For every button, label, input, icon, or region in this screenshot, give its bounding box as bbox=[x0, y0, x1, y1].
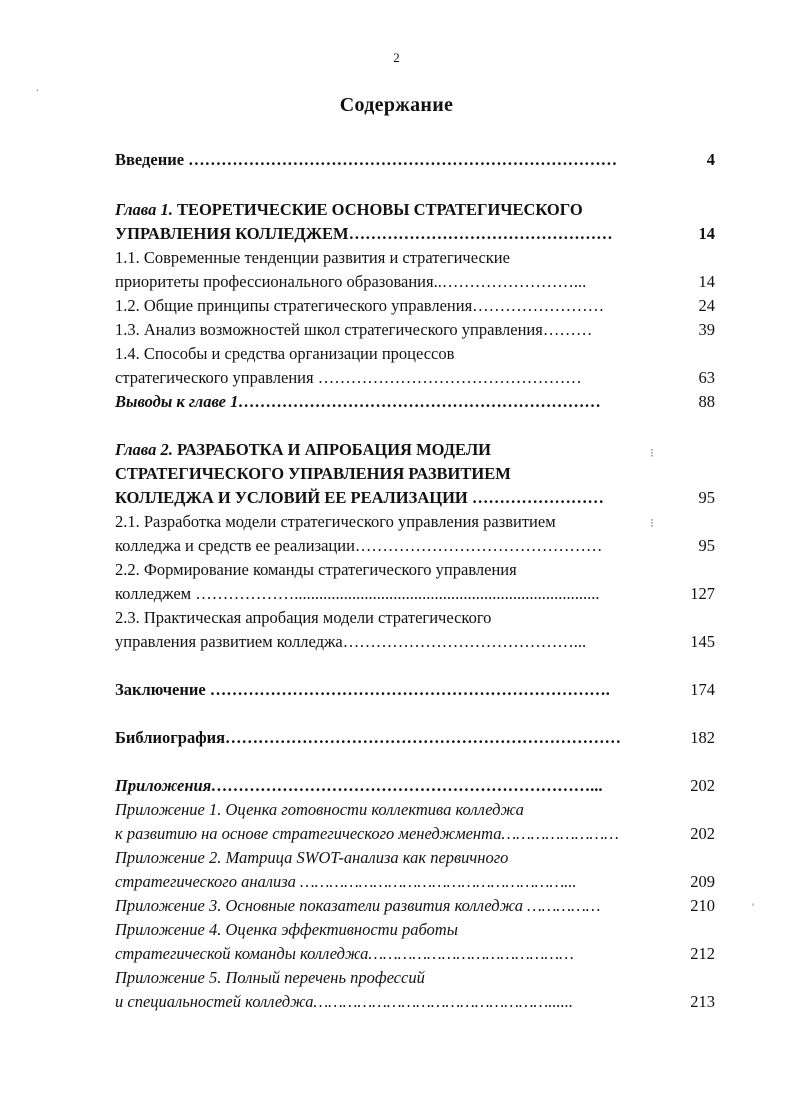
toc-entry-1-1-heading bbox=[115, 246, 715, 270]
scan-speck: ⁝ bbox=[650, 446, 654, 460]
toc-entry-2-2[interactable] bbox=[115, 582, 715, 606]
toc-chapter-1-heading bbox=[115, 198, 715, 222]
toc-entry-text: и специальностей колледжа…………………………………………...... bbox=[115, 992, 573, 1011]
toc-entry-text: 1.1. Современные тенденции развития и стратегические bbox=[115, 248, 510, 267]
toc-entry-text: РАЗРАБОТКА И АПРОБАЦИЯ МОДЕЛИ bbox=[172, 440, 491, 459]
toc-entry-page: 209 bbox=[690, 872, 715, 891]
toc-entry-appendix-2[interactable] bbox=[115, 870, 715, 894]
toc-entry-appendix-5-heading bbox=[115, 966, 715, 990]
toc-entry-page: 14 bbox=[698, 272, 715, 291]
scan-speck: . bbox=[36, 80, 39, 94]
toc-entry-introduction[interactable] bbox=[115, 148, 715, 172]
toc-entry-text: стратегического анализа ………………………………………………... bbox=[115, 872, 577, 891]
toc-entry-text: СТРАТЕГИЧЕСКОГО УПРАВЛЕНИЯ РАЗВИТИЕМ bbox=[115, 464, 511, 483]
toc-title: Содержание bbox=[339, 94, 454, 116]
toc-chapter-2-heading bbox=[115, 438, 715, 462]
toc-entry-page: 202 bbox=[690, 824, 715, 843]
toc-entry-page: 63 bbox=[698, 368, 715, 387]
toc-entry-text: УПРАВЛЕНИЯ КОЛЛЕДЖЕМ………………………………………… bbox=[115, 224, 613, 243]
toc-entry-appendix-2-heading bbox=[115, 846, 715, 870]
toc-entry-text: 1.2. Общие принципы стратегического управления…………………… bbox=[115, 296, 605, 315]
page-number: 2 bbox=[393, 50, 400, 65]
toc-entry-text: Введение …………………………………………………………………… bbox=[115, 150, 618, 169]
toc-entry-page: 88 bbox=[698, 392, 715, 411]
toc-entry-appendix-4-heading bbox=[115, 918, 715, 942]
toc-entry-2-3-heading bbox=[115, 606, 715, 630]
toc-entry-page: 4 bbox=[706, 150, 715, 169]
toc-entry-page: 127 bbox=[690, 584, 715, 603]
scan-speck: ' bbox=[752, 900, 755, 914]
toc-entry-2-1-heading bbox=[115, 510, 715, 534]
toc-entry-page: 95 bbox=[698, 536, 715, 555]
toc-entry-text: ТЕОРЕТИЧЕСКИЕ ОСНОВЫ СТРАТЕГИЧЕСКОГО bbox=[172, 200, 583, 219]
toc-entry-page: 213 bbox=[690, 992, 715, 1011]
toc-entry-1-2[interactable] bbox=[115, 294, 715, 318]
toc-entry-text: Приложение 5. Полный перечень профессий bbox=[115, 968, 425, 987]
toc-entry-text: стратегического управления ………………………………………… bbox=[115, 368, 582, 387]
toc-entry-text: 1.3. Анализ возможностей школ стратегического управления……… bbox=[115, 320, 593, 339]
toc-entry-page: 210 bbox=[690, 896, 715, 915]
toc-entry-1-4[interactable] bbox=[115, 366, 715, 390]
toc-entry-text: приоритеты профессионального образования..……………………... bbox=[115, 272, 587, 291]
toc-entry-page: 39 bbox=[698, 320, 715, 339]
toc-entry-appendix-1[interactable] bbox=[115, 822, 715, 846]
toc-entry-page: 14 bbox=[698, 224, 715, 243]
toc-entry-chapter-1[interactable] bbox=[115, 222, 715, 246]
toc-entry-appendix-3[interactable] bbox=[115, 894, 715, 918]
toc-entry-appendix-5[interactable] bbox=[115, 990, 715, 1014]
toc-entry-text: 1.4. Способы и средства организации процессов bbox=[115, 344, 455, 363]
toc-entry-page: 174 bbox=[690, 680, 715, 699]
toc-entry-text: к развитию на основе стратегического менеджмента…………………… bbox=[115, 824, 619, 843]
toc-entry-text: Приложение 4. Оценка эффективности работы bbox=[115, 920, 458, 939]
toc-entry-1-4-heading bbox=[115, 342, 715, 366]
toc-entry-1-1[interactable] bbox=[115, 270, 715, 294]
toc-entry-text: колледжа и средств ее реализации……………………………………… bbox=[115, 536, 603, 555]
toc-entry-text: 2.2. Формирование команды стратегического управления bbox=[115, 560, 517, 579]
toc-entry-page: 95 bbox=[698, 488, 715, 507]
toc-entry-conclusions-1[interactable] bbox=[115, 390, 715, 414]
toc-entry-text: колледжем ……………….......................................................................... bbox=[115, 584, 600, 603]
toc-entry-chapter-2[interactable] bbox=[115, 486, 715, 510]
toc-chapter-2-heading-cont bbox=[115, 462, 715, 486]
toc-entry-text: Приложение 1. Оценка готовности коллектива колледжа bbox=[115, 800, 524, 819]
chapter-prefix: Глава 1. bbox=[115, 200, 173, 219]
toc-entry-text: стратегической команды колледжа…………………………………… bbox=[115, 944, 574, 963]
chapter-prefix: Глава 2. bbox=[115, 440, 173, 459]
toc-entry-page: 202 bbox=[690, 776, 715, 795]
toc-entry-appendix-4[interactable] bbox=[115, 942, 715, 966]
toc-entry-2-1[interactable] bbox=[115, 534, 715, 558]
toc-entry-2-3[interactable] bbox=[115, 630, 715, 654]
toc-entry-text: Заключение ………………………………………………………………. bbox=[115, 680, 610, 699]
toc-entry-text: управления развитием колледжа……………………………………... bbox=[115, 632, 587, 651]
toc-entry-page: 182 bbox=[690, 728, 715, 747]
toc-entry-text: Приложение 3. Основные показатели развития колледжа …………… bbox=[115, 896, 601, 915]
toc-entry-text: Приложение 2. Матрица SWOT-анализа как первичного bbox=[115, 848, 509, 867]
toc-entry-1-3[interactable] bbox=[115, 318, 715, 342]
toc-entry-text: 2.3. Практическая апробация модели стратегического bbox=[115, 608, 492, 627]
toc-entry-text: Приложения……………………………………………………………... bbox=[115, 776, 604, 795]
toc-entry-text: КОЛЛЕДЖА И УСЛОВИЙ ЕЕ РЕАЛИЗАЦИИ …………………… bbox=[115, 488, 604, 507]
toc-entry-page: 212 bbox=[690, 944, 715, 963]
toc-entry-text: Библиография……………………………………………………………… bbox=[115, 728, 622, 747]
toc-entry-page: 145 bbox=[690, 632, 715, 651]
toc-entry-appendices[interactable] bbox=[115, 774, 715, 798]
toc-entry-page: 24 bbox=[698, 296, 715, 315]
toc-entry-bibliography[interactable] bbox=[115, 726, 715, 750]
toc-entry-text: Выводы к главе 1………………………………………………………… bbox=[115, 392, 602, 411]
toc-entry-conclusion[interactable] bbox=[115, 678, 715, 702]
toc-entry-2-2-heading bbox=[115, 558, 715, 582]
toc-entry-appendix-1-heading bbox=[115, 798, 715, 822]
scan-speck: ⁝ bbox=[650, 516, 654, 530]
toc-entry-text: 2.1. Разработка модели стратегического управления развитием bbox=[115, 512, 556, 531]
